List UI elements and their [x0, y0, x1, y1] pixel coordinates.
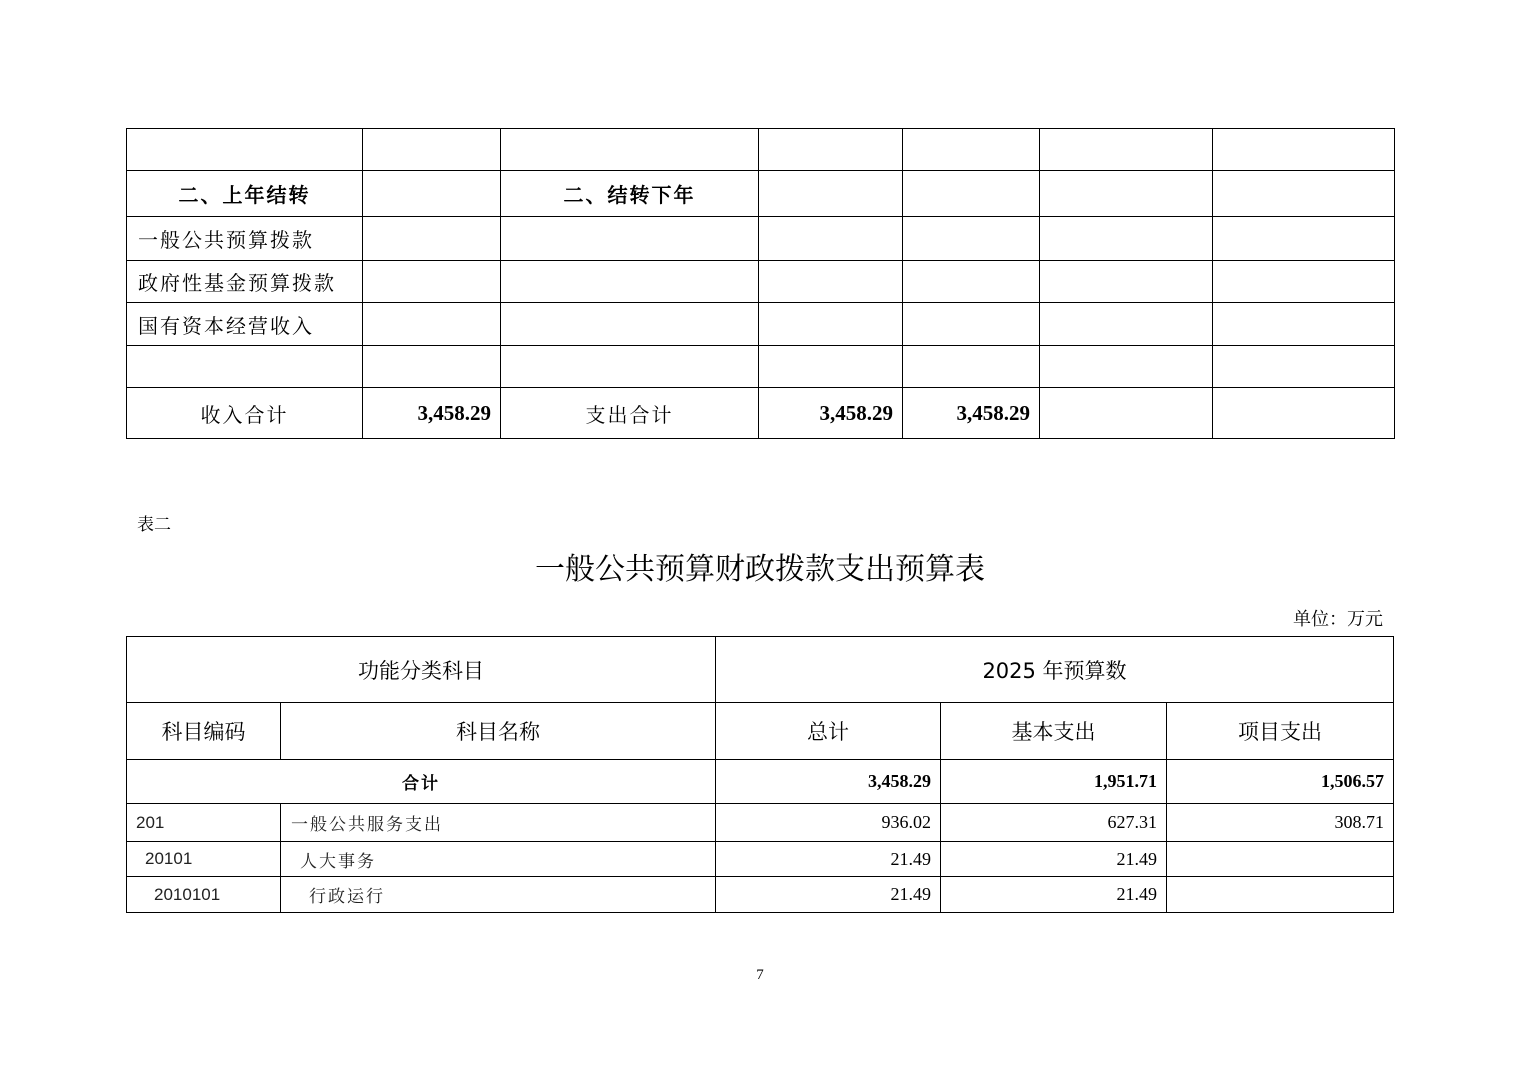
basic-amount: 21.49 [941, 877, 1167, 913]
amount-cell [1040, 346, 1213, 388]
table-row [127, 842, 1394, 877]
unit-label: 单位：万元 [1293, 609, 1383, 630]
table-row [127, 129, 1395, 171]
subject-code: 20101 [127, 842, 281, 877]
table-row [127, 261, 1395, 303]
header-basic: 基本支出 [941, 703, 1167, 760]
project-amount [1167, 877, 1394, 913]
header-name: 科目名称 [281, 703, 716, 760]
subject-name: 人大事务 [281, 842, 716, 877]
amount-cell [903, 346, 1040, 388]
expense-subtotal-amount: 3,458.29 [903, 388, 1040, 439]
subject-code: 2010101 [127, 877, 281, 913]
amount-cell [1213, 261, 1395, 303]
header-total: 总计 [716, 703, 941, 760]
amount-cell [759, 171, 903, 217]
amount-cell [1040, 129, 1213, 171]
amount-cell [1213, 217, 1395, 261]
amount-cell [903, 217, 1040, 261]
income-expense-summary-table [126, 128, 1395, 439]
amount-cell [1040, 171, 1213, 217]
project-amount [1167, 842, 1394, 877]
amount-cell [1213, 129, 1395, 171]
amount-cell [759, 217, 903, 261]
general-budget-expenditure-table [126, 636, 1394, 913]
project-amount: 308.71 [1167, 804, 1394, 842]
income-total-amount: 3,458.29 [363, 388, 501, 439]
expense-item-cell [501, 129, 759, 171]
table-title: 一般公共预算财政拨款支出预算表 [535, 552, 985, 587]
income-item-cell: 二、上年结转 [127, 171, 363, 217]
header-function-classification: 功能分类科目 [127, 637, 716, 703]
header-code: 科目编码 [127, 703, 281, 760]
income-amount-cell [363, 303, 501, 346]
total-label: 合计 [127, 760, 716, 804]
table-row [127, 877, 1394, 913]
table-row [127, 217, 1395, 261]
amount-cell [759, 129, 903, 171]
amount-cell [759, 303, 903, 346]
income-item-cell [127, 346, 363, 388]
total-amount: 936.02 [716, 804, 941, 842]
subject-name: 一般公共服务支出 [281, 804, 716, 842]
table-row [127, 346, 1395, 388]
basic-amount: 627.31 [941, 804, 1167, 842]
amount-cell [1040, 388, 1213, 439]
income-amount-cell [363, 261, 501, 303]
amount-cell [1213, 171, 1395, 217]
amount-cell [903, 261, 1040, 303]
amount-cell [1040, 303, 1213, 346]
amount-cell [903, 303, 1040, 346]
total-amount: 21.49 [716, 877, 941, 913]
amount-cell [1040, 217, 1213, 261]
expense-item-cell [501, 261, 759, 303]
table-row [127, 171, 1395, 217]
total-row [127, 760, 1394, 804]
expense-item-cell [501, 346, 759, 388]
expense-item-cell: 二、结转下年 [501, 171, 759, 217]
table-row [127, 303, 1395, 346]
total-row [127, 388, 1395, 439]
amount-cell [903, 171, 1040, 217]
table-row [127, 804, 1394, 842]
amount-cell [903, 129, 1040, 171]
total-amount: 21.49 [716, 842, 941, 877]
amount-cell [1040, 261, 1213, 303]
income-amount-cell [363, 217, 501, 261]
income-amount-cell [363, 346, 501, 388]
expense-item-cell [501, 303, 759, 346]
project-amount: 1,506.57 [1167, 760, 1394, 804]
income-item-cell: 政府性基金预算拨款 [127, 261, 363, 303]
page-number: 7 [756, 967, 764, 983]
expense-total-amount: 3,458.29 [759, 388, 903, 439]
amount-cell [759, 346, 903, 388]
table-label: 表二 [137, 515, 171, 535]
income-item-cell: 一般公共预算拨款 [127, 217, 363, 261]
income-amount-cell [363, 129, 501, 171]
header-project: 项目支出 [1167, 703, 1394, 760]
expense-item-cell [501, 217, 759, 261]
amount-cell [1213, 346, 1395, 388]
total-amount: 3,458.29 [716, 760, 941, 804]
basic-amount: 1,951.71 [941, 760, 1167, 804]
amount-cell [1213, 303, 1395, 346]
basic-amount: 21.49 [941, 842, 1167, 877]
header-row [127, 703, 1394, 760]
amount-cell [759, 261, 903, 303]
subject-code: 201 [127, 804, 281, 842]
income-item-cell: 国有资本经营收入 [127, 303, 363, 346]
expense-total-label: 支出合计 [501, 388, 759, 439]
subject-name: 行政运行 [281, 877, 716, 913]
income-item-cell [127, 129, 363, 171]
amount-cell [1213, 388, 1395, 439]
header-budget-year: 2025 年预算数 [716, 637, 1394, 703]
income-amount-cell [363, 171, 501, 217]
income-total-label: 收入合计 [127, 388, 363, 439]
header-group-row [127, 637, 1394, 703]
